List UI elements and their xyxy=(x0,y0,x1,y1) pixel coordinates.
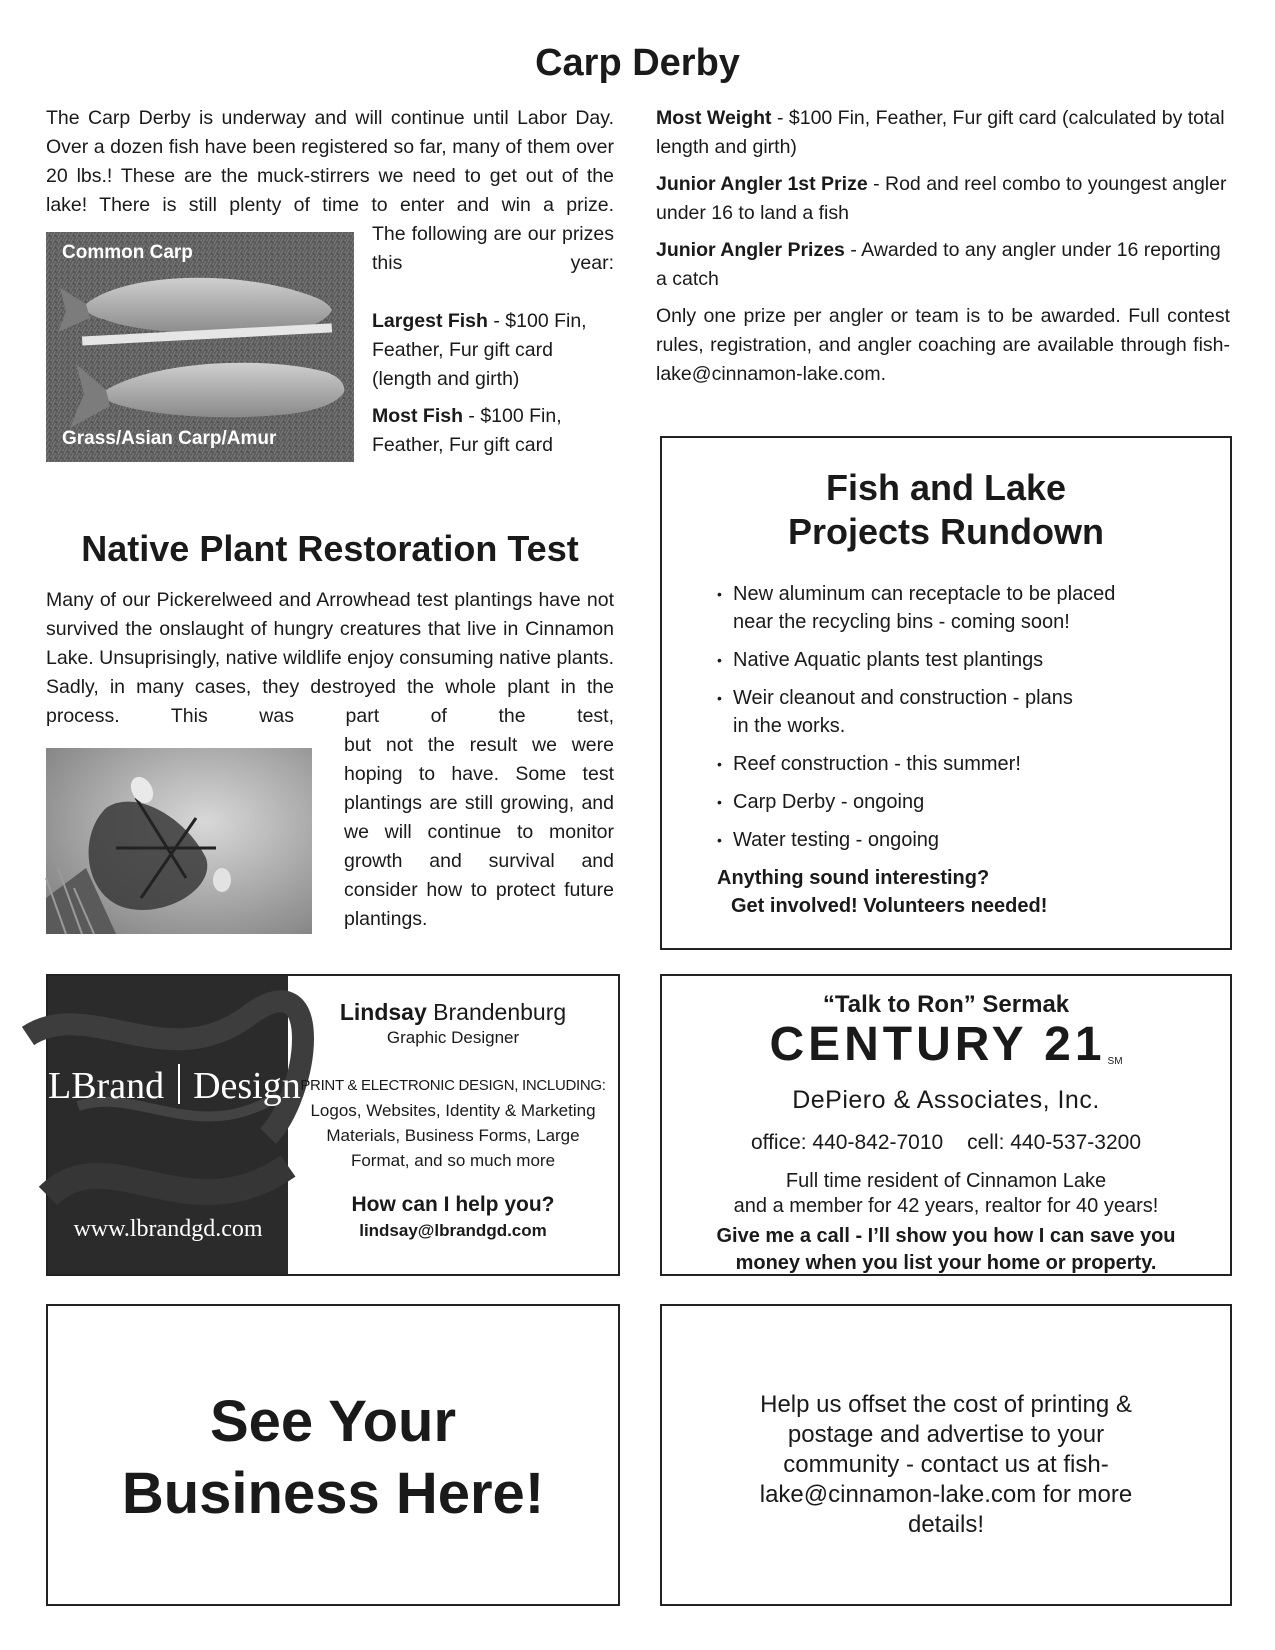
prize-name: Junior Angler Prizes xyxy=(656,239,845,261)
carp-derby-rules: Only one prize per angler or team is to be awarded. Full contest rules, registration, and angler coaching are available through fish-lake@cinnamon-lake.com. xyxy=(656,305,1230,385)
prize-desc: - Awarded to any angler under 16 reporting a catch xyxy=(656,239,1221,290)
prize-name: Largest Fish xyxy=(372,310,488,332)
designer-email: lindsay@lbrandgd.com xyxy=(359,1221,547,1240)
prize-name: Most Fish xyxy=(372,405,463,427)
carp-derby-intro: The Carp Derby is underway and will continue until Labor Day. Over a dozen fish have been registered so far, many of them over 20 lbs.! These are the muck-stirrers we need to get out of the lake! There is still plenty of time to enter and win a prize. xyxy=(46,107,614,216)
list-item: • Native Aquatic plants test plantings xyxy=(717,646,1137,674)
designer-last-name: Brandenburg xyxy=(433,999,567,1025)
advertise-here-box xyxy=(46,1304,620,1606)
logo-divider xyxy=(178,1064,180,1104)
carp-derby-title: Carp Derby xyxy=(535,42,740,84)
prize-desc: - Rod and reel combo to youngest angler under 16 to land a fish xyxy=(656,173,1227,224)
prize-name: Most Weight xyxy=(656,107,772,129)
firm-name: DePiero & Associates, Inc. xyxy=(792,1086,1100,1115)
carp-prizes-left xyxy=(372,307,600,460)
century21-ad xyxy=(660,974,1232,1276)
designer-role: Graphic Designer xyxy=(386,1028,520,1047)
services-heading: PRINT & ELECTRONIC DESIGN, INCLUDING: xyxy=(300,1077,606,1094)
native-plant-title: Native Plant Restoration Test xyxy=(81,528,579,569)
century21-brand xyxy=(662,1018,1230,1085)
resident-line2: and a member for 42 years, realtor for 40 years! xyxy=(733,1195,1159,1218)
agent-pitch: Give me a call - I’ll show you how I can save you money when you list your home or property. xyxy=(716,1225,1176,1275)
lbrand-info xyxy=(288,976,618,1274)
list-item: • Carp Derby - ongoing xyxy=(717,788,1137,816)
agent-name: “Talk to Ron” Sermak xyxy=(822,991,1070,1018)
advertise-headline-line1: See Your xyxy=(209,1389,457,1454)
prize-junior-first xyxy=(656,170,1230,228)
lbrand-logo xyxy=(48,1064,301,1108)
prize-junior-angler xyxy=(656,236,1230,294)
rundown-title-line2: Projects Rundown xyxy=(787,511,1105,552)
native-plant-photo-image xyxy=(46,748,312,934)
advertise-info-box xyxy=(660,1304,1232,1606)
lbrand-website: www.lbrandgd.com xyxy=(73,1216,263,1242)
advertise-headline-line2: Business Here! xyxy=(121,1461,545,1526)
projects-rundown-box xyxy=(660,436,1232,950)
prize-most-fish xyxy=(372,402,600,460)
rundown-cta-line1: Anything sound interesting? xyxy=(717,867,990,889)
list-item: • Water testing - ongoing xyxy=(717,826,1137,854)
carp-prizes-intro: The following are our prizes this year: xyxy=(372,223,614,274)
native-plant-photo xyxy=(46,748,312,934)
list-item: • New aluminum can receptacle to be placed near the recycling bins - coming soon! xyxy=(717,580,1137,636)
resident-line1: Full time resident of Cinnamon Lake xyxy=(785,1170,1107,1193)
list-item: • Weir cleanout and construction - plans in the works. xyxy=(717,684,1073,740)
common-carp-label: Common Carp xyxy=(62,242,193,263)
prize-name: Junior Angler 1st Prize xyxy=(656,173,868,195)
rundown-cta-line2: Get involved! Volunteers needed! xyxy=(731,895,1048,917)
carp-prizes-right xyxy=(656,104,1230,389)
grass-carp-label: Grass/Asian Carp/Amur xyxy=(62,428,277,449)
prize-most-weight xyxy=(656,104,1230,162)
services-list: Logos, Websites, Identity & Marketing Materials, Business Forms, Large Format, and so much more xyxy=(310,1101,596,1170)
carp-photo xyxy=(46,232,354,462)
office-phone: office: 440-842-7010 xyxy=(750,1131,944,1155)
service-mark: SM xyxy=(1107,1056,1123,1068)
rundown-list xyxy=(717,580,1137,854)
native-plant-paragraph-continued: but not the result we were hoping to have. Some test plantings are still growing, and we will continue to monitor growth and survival and consider how to protect future plantings. xyxy=(344,734,614,930)
cell-phone: cell: 440-537-3200 xyxy=(967,1131,1142,1155)
prize-largest-fish xyxy=(372,307,600,394)
lbrand-logo-panel xyxy=(48,976,301,1274)
prize-desc: - $100 Fin, Feather, Fur gift card xyxy=(372,405,562,456)
logo-left-text: LBrand xyxy=(48,1065,165,1107)
logo-right-text: Design xyxy=(193,1065,301,1107)
century21-wordmark: CENTURY 21 xyxy=(769,1018,1106,1071)
lbrand-design-ad xyxy=(46,974,620,1276)
designer-first-name: Lindsay xyxy=(339,999,427,1025)
advertise-info-text: Help us offset the cost of printing & postage and advertise to your community - contact us at fish-lake@cinnamon-lake.com for more details! xyxy=(759,1391,1133,1538)
designer-name xyxy=(288,998,618,1026)
prize-desc: - $100 Fin, Feather, Fur gift card (calculated by total length and girth) xyxy=(656,107,1225,158)
prize-desc: - $100 Fin, Feather, Fur gift card (length and girth) xyxy=(372,310,587,390)
help-question: How can I help you? xyxy=(351,1193,555,1216)
rundown-title-line1: Fish and Lake xyxy=(825,467,1067,508)
phone-numbers xyxy=(662,1129,1230,1157)
native-plant-paragraph: Many of our Pickerelweed and Arrowhead test plantings have not survived the onslaught of hungry creatures that live in Cinnamon Lake. Unsuprisingly, native wildlife enjoy consuming native plants. Sadly, in many cases, they destroyed the whole plant in the process. This was part of the test, xyxy=(46,589,614,727)
list-item: • Reef construction - this summer! xyxy=(717,750,1137,778)
